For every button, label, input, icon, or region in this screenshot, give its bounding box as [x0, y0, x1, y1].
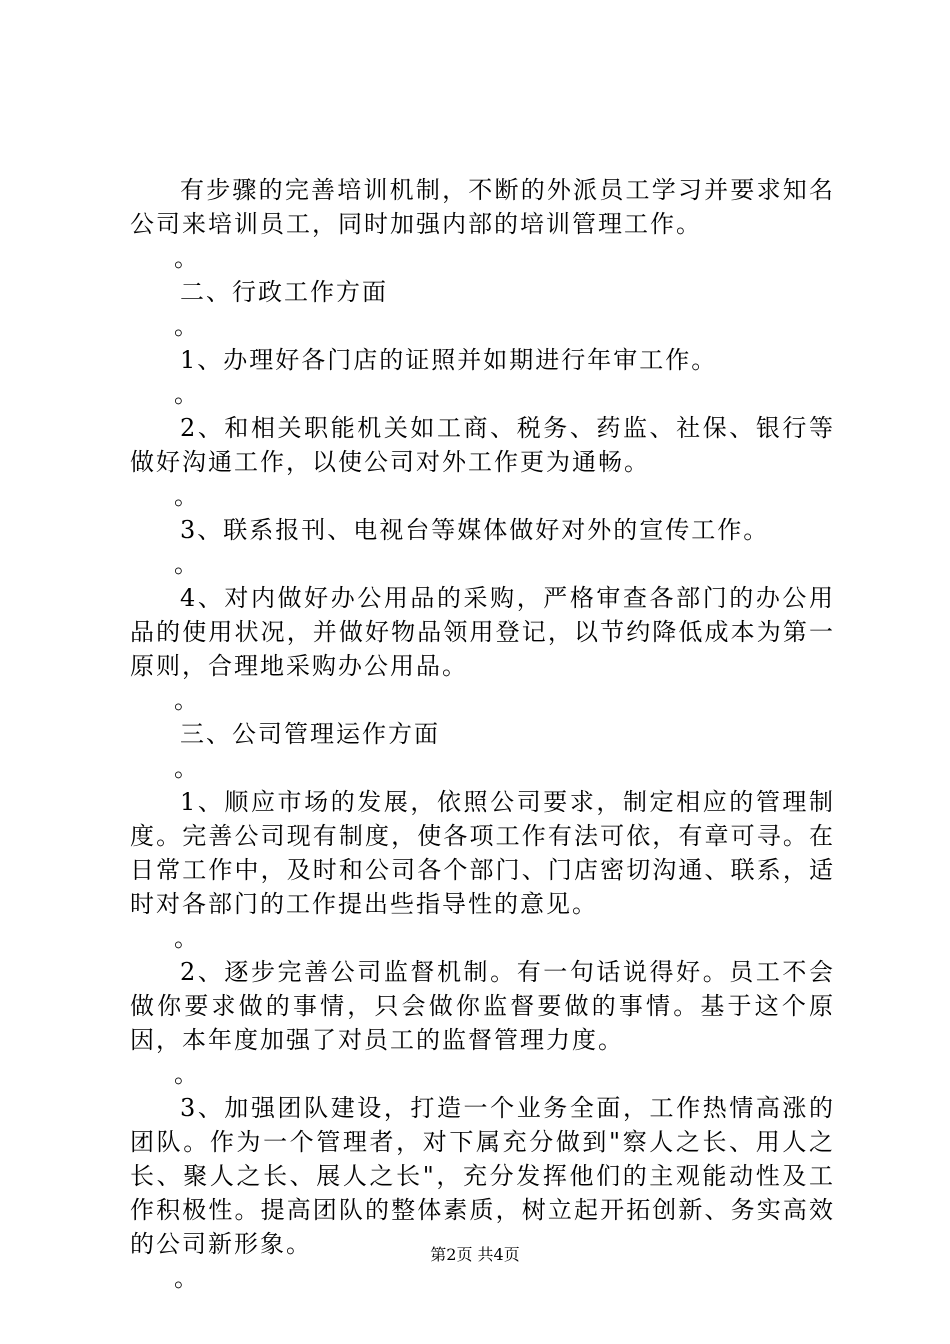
page-number-footer: 第2页 共4页	[430, 1245, 520, 1264]
paragraph-training: 有步骤的完善培训机制，不断的外派员工学习并要求知名公司来培训员工，同时加强内部的培训管理工作。	[130, 176, 835, 238]
paragraph-separator: 。	[174, 754, 198, 782]
paragraph-separator: 。	[174, 686, 198, 714]
document-body	[130, 173, 835, 1295]
paragraph-separator: 。	[174, 924, 198, 952]
paragraph-management-3: 3、加强团队建设，打造一个业务全面，工作热情高涨的团队。作为一个管理者，对下属充分做到"察人之长、用人之长、聚人之长、展人之长"，充分发挥他们的主观能动性及工作积极性。提高团队的整体素质，树立起开拓创新、务实高效的公司新形象。	[130, 1094, 835, 1258]
paragraph-separator: 。	[174, 1060, 198, 1088]
paragraph-management-2: 2、逐步完善公司监督机制。有一句话说得好。员工不会做你要求做的事情，只会做你监督要做的事情。基于这个原因，本年度加强了对员工的监督管理力度。	[130, 958, 835, 1054]
paragraph-admin-3: 3、联系报刊、电视台等媒体做好对外的宣传工作。	[180, 516, 770, 544]
paragraph-separator: 。	[174, 312, 198, 340]
paragraph-separator: 。	[174, 550, 198, 578]
paragraph-management-1: 1、顺应市场的发展，依照公司要求，制定相应的管理制度。完善公司现有制度，使各项工作有法可依，有章可寻。在日常工作中，及时和公司各个部门、门店密切沟通、联系，适时对各部门的工作提出些指导性的意见。	[130, 788, 835, 918]
paragraph-separator: 。	[174, 1264, 198, 1292]
paragraph-admin-2: 2、和相关职能机关如工商、税务、药监、社保、银行等做好沟通工作，以使公司对外工作更为通畅。	[130, 414, 835, 476]
paragraph-admin-1: 1、办理好各门店的证照并如期进行年审工作。	[180, 346, 718, 374]
paragraph-admin-4: 4、对内做好办公用品的采购，严格审查各部门的办公用品的使用状况，并做好物品领用登记，以节约降低成本为第一原则，合理地采购办公用品。	[130, 584, 835, 680]
section-heading-management: 三、公司管理运作方面	[180, 720, 440, 748]
section-heading-admin: 二、行政工作方面	[180, 278, 388, 306]
paragraph-separator: 。	[174, 482, 198, 510]
paragraph-separator: 。	[174, 380, 198, 408]
paragraph-separator: 。	[174, 244, 198, 272]
